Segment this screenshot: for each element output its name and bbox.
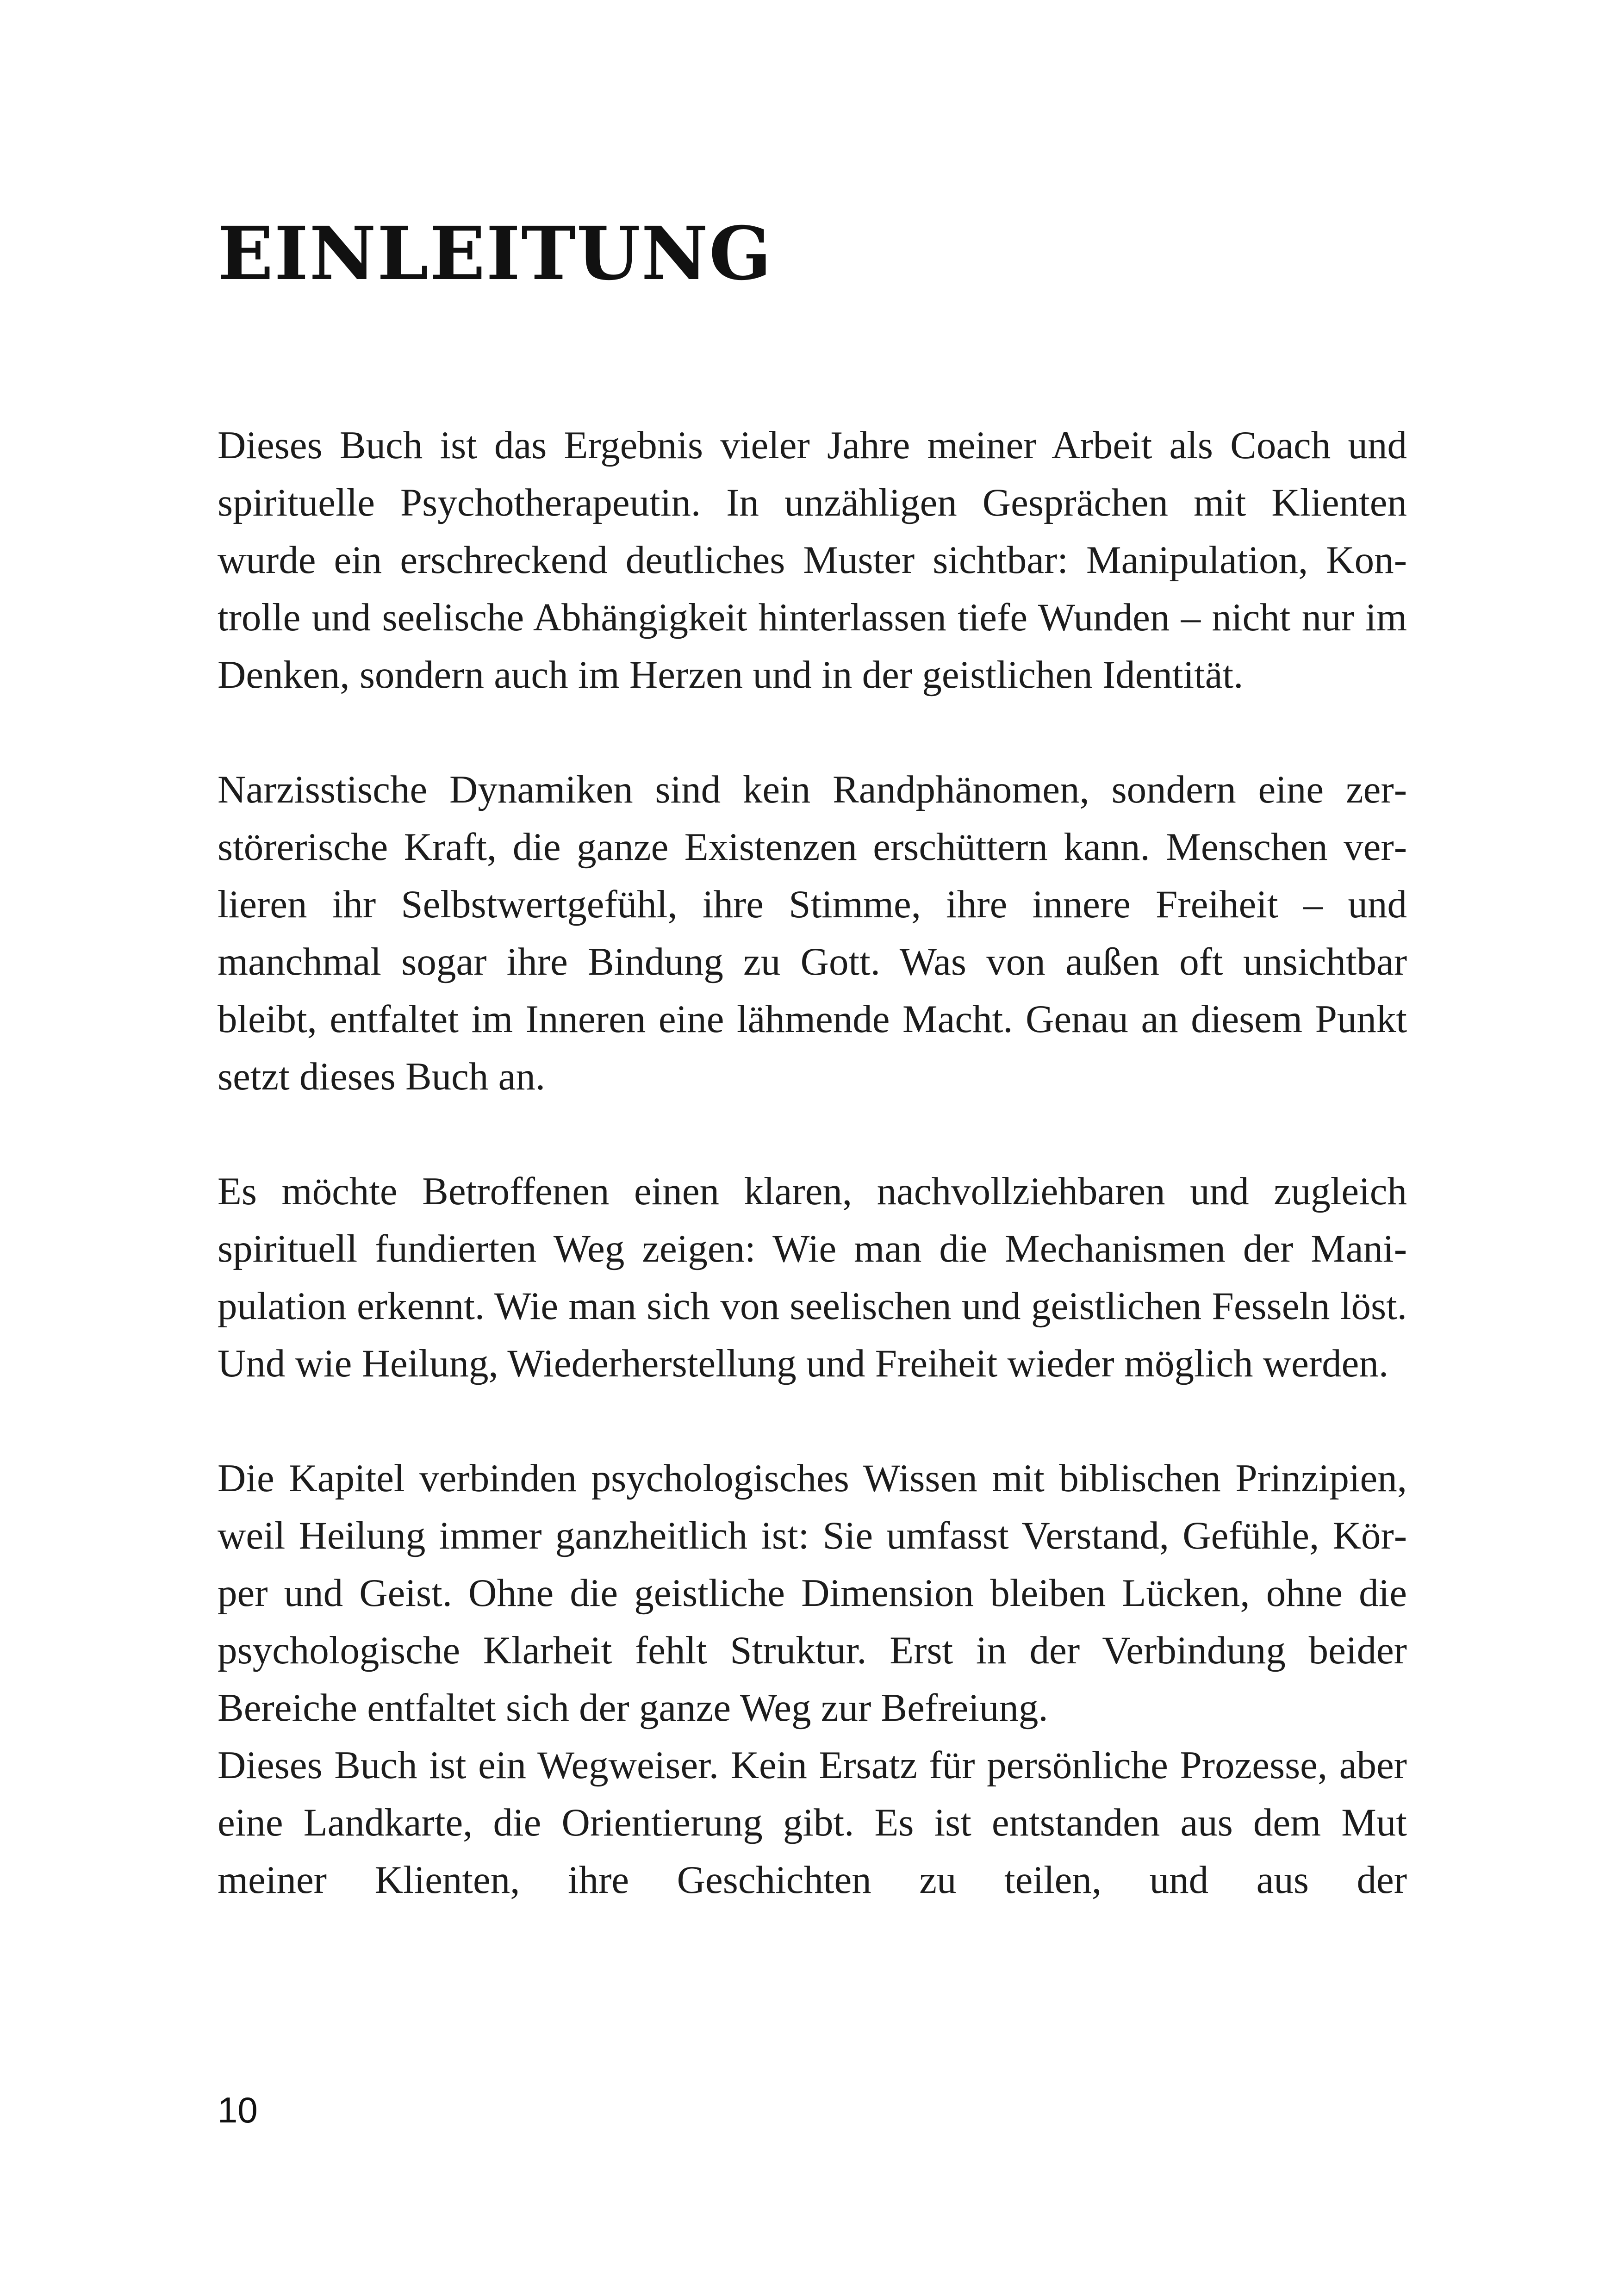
page-number: 10 — [218, 2090, 258, 2130]
paragraph: Dieses Buch ist das Ergebnis vieler Jahre meiner Arbeit als Coach und spirituelle Psychotherapeutin. In unzähligen Gesprächen mit Klienten wurde ein erschreckend deutliches Muster sichtbar: Manipulation, Kontrolle und seelische Abhängigkeit hinterlassen tiefe Wunden – nicht nur im Denken, sondern auch im Herzen und in der geistlichen Identität. — [218, 423, 1407, 697]
paragraph: Narzisstische Dynamiken sind kein Randphänomen, sondern eine zerstörerische Kraft, die ganze Existenzen erschüttern kann. Menschen verlieren ihr Selbstwertgefühl, ihre Stimme, ihre innere Freiheit – und manchmal sogar ihre Bindung zu Gott. Was von außen oft unsichtbar bleibt, entfaltet im Inneren eine lähmende Macht. Genau an diesem Punkt setzt dieses Buch an. — [218, 768, 1407, 1098]
paragraph: Es möchte Betroffenen einen klaren, nachvollziehbaren und zugleich spirituell fundierten Weg zeigen: Wie man die Mechanismen der Manipulation erkennt. Wie man sich von seelischen und geistlichen Fesseln löst. Und wie Heilung, Wiederherstellung und Freiheit wieder möglich werden. — [218, 1170, 1407, 1385]
paragraph: Die Kapitel verbinden psychologisches Wissen mit biblischen Prinzipien, weil Heilung immer ganzheitlich ist: Sie umfasst Verstand, Gefühle, Körper und Geist. Ohne die geistliche Dimension bleiben Lücken, ohne die psychologische Klarheit fehlt Struktur. Erst in der Verbindung beider Bereiche entfaltet sich der ganze Weg zur Befreiung. — [218, 1456, 1407, 1730]
chapter-heading: EINLEITUNG — [218, 211, 772, 297]
body-text — [218, 417, 1407, 1909]
paragraph: Dieses Buch ist ein Wegweiser. Kein Ersatz für persönliche Prozesse, aber eine Landkarte, die Orientierung gibt. Es ist entstanden aus dem Mut meiner Klienten, ihre Geschichten zu teilen, und aus der — [218, 1743, 1407, 1902]
